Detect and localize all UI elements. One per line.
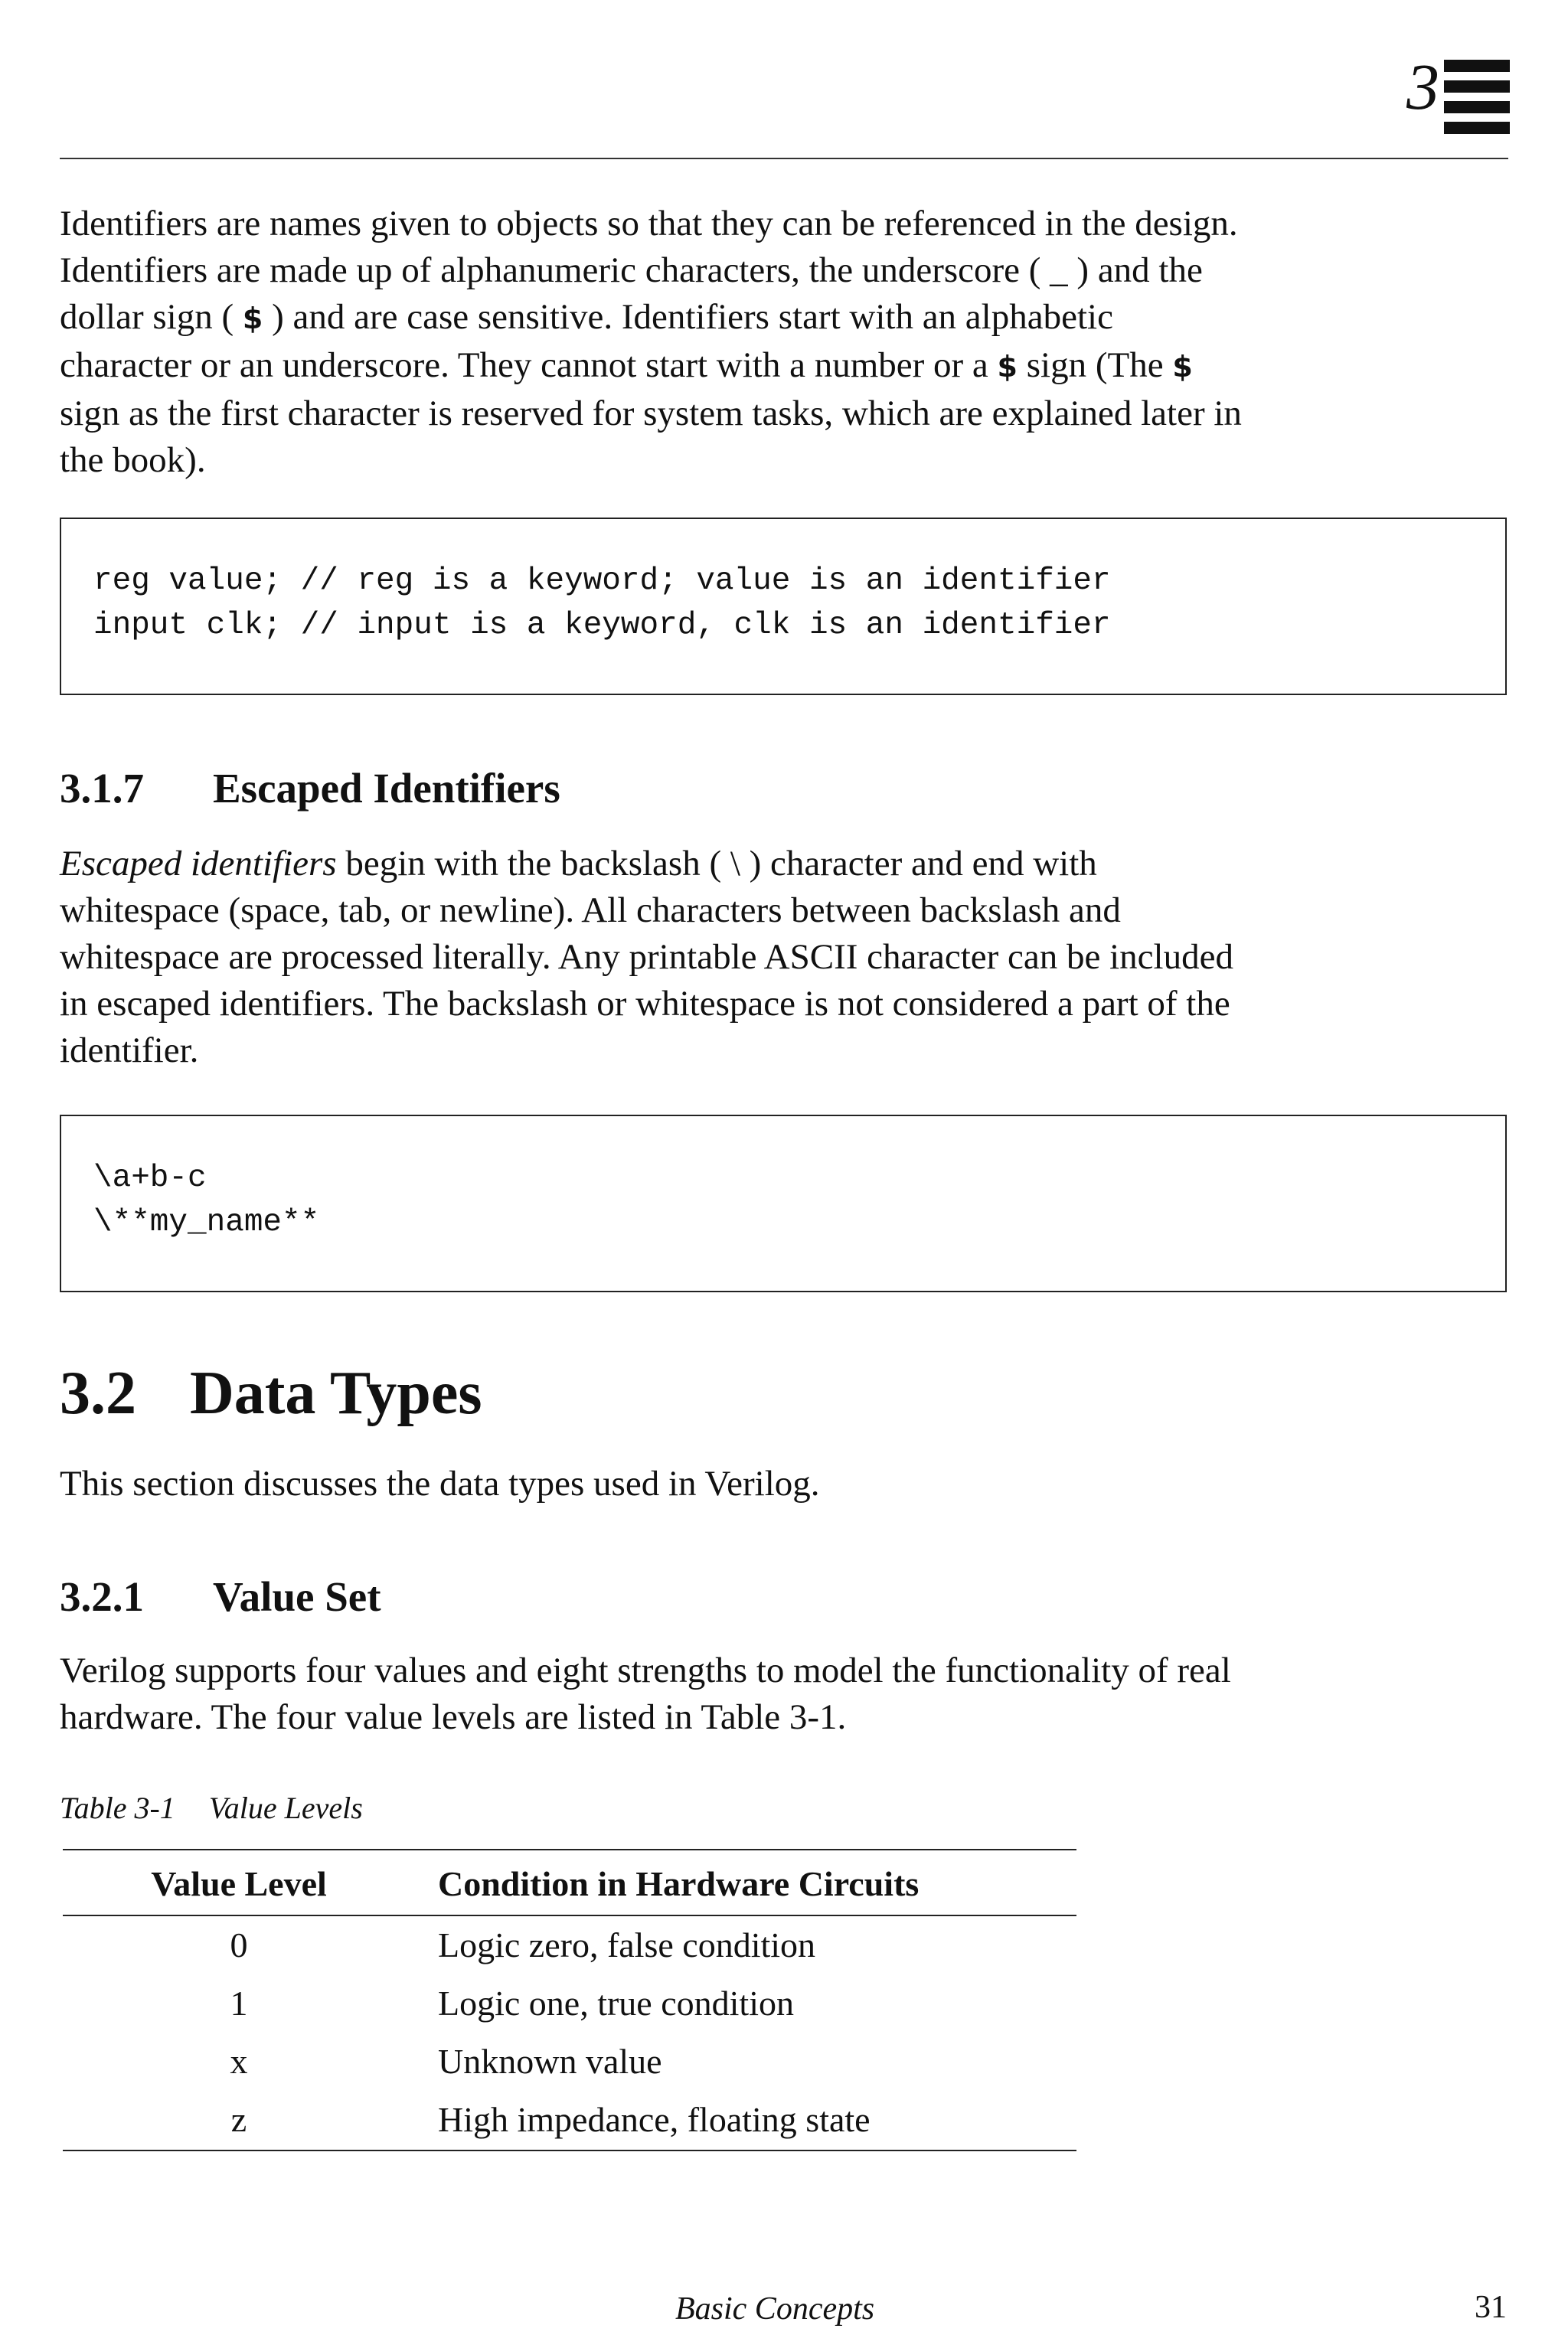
table-cell: 0 bbox=[230, 1925, 248, 1964]
table-bottom-rule bbox=[63, 2150, 1076, 2151]
value-set-paragraph: Verilog supports four values and eight strengths to model the functionality of real hardware. The four value levels are listed in Table 3-1. bbox=[60, 1651, 1231, 1737]
table-cell: x bbox=[230, 2042, 248, 2081]
data-types-intro: This section discusses the data types used in Verilog. bbox=[60, 1464, 820, 1504]
table-cell: Logic zero, false condition bbox=[438, 1925, 816, 1964]
value-levels-table bbox=[63, 1851, 1076, 2149]
section-heading-3-2: 3.2 Data Types bbox=[60, 1360, 482, 1427]
table-cell: Unknown value bbox=[438, 2042, 662, 2081]
table-header-row bbox=[63, 1851, 1076, 1915]
table-cell: z bbox=[230, 2100, 247, 2139]
code-example-escaped: \a+b-c \**my_name** bbox=[60, 1115, 1507, 1292]
chapter-bars-decoration bbox=[1444, 60, 1510, 142]
table-row bbox=[63, 1974, 1076, 2033]
table-row bbox=[63, 2033, 1076, 2091]
identifiers-paragraph: Identifiers are names given to objects so that they can be referenced in the design. Identifiers are made up of alphanumeric characters, the underscore ( _ ) and the dollar sign ( $ ) and are case sensitive. Identifiers start with an alphabetic character or an underscore. They cannot start with a number or a $ sign (The $ sign as the first character is reserved for system tasks, which are explained later in the book). bbox=[60, 204, 1242, 480]
header-rule bbox=[60, 158, 1508, 159]
footer-book-title: Basic Concepts bbox=[675, 2291, 875, 2327]
column-header: Condition in Hardware Circuits bbox=[415, 1851, 1076, 1915]
table-cell: Logic one, true condition bbox=[438, 1984, 794, 2023]
table-cell: High impedance, floating state bbox=[438, 2100, 871, 2139]
section-heading-3-2-1: 3.2.1 Value Set bbox=[60, 1573, 381, 1620]
table-caption: Table 3-1 Value Levels bbox=[60, 1791, 363, 1825]
table-cell: 1 bbox=[230, 1984, 248, 2023]
table-row bbox=[63, 2091, 1076, 2149]
table-top-rule bbox=[63, 1849, 1076, 1850]
table-row bbox=[63, 1915, 1076, 1974]
column-header: Value Level bbox=[63, 1851, 415, 1915]
code-example-identifiers: reg value; // reg is a keyword; value is an identifier input clk; // input is a keyword, clk is an identifier bbox=[60, 518, 1507, 695]
section-heading-3-1-7: 3.1.7 Escaped Identifiers bbox=[60, 765, 560, 812]
chapter-number: 3 bbox=[1406, 50, 1439, 123]
escaped-identifiers-paragraph: Escaped identifiers begin with the backslash ( \ ) character and end with whitespace (space, tab, or newline). All characters between backslash and whitespace are processed literally. Any printable ASCII character can be included in escaped identifiers. The backslash or whitespace is not considered a part of the identifier. bbox=[60, 844, 1233, 1070]
page-number: 31 bbox=[1475, 2290, 1507, 2325]
